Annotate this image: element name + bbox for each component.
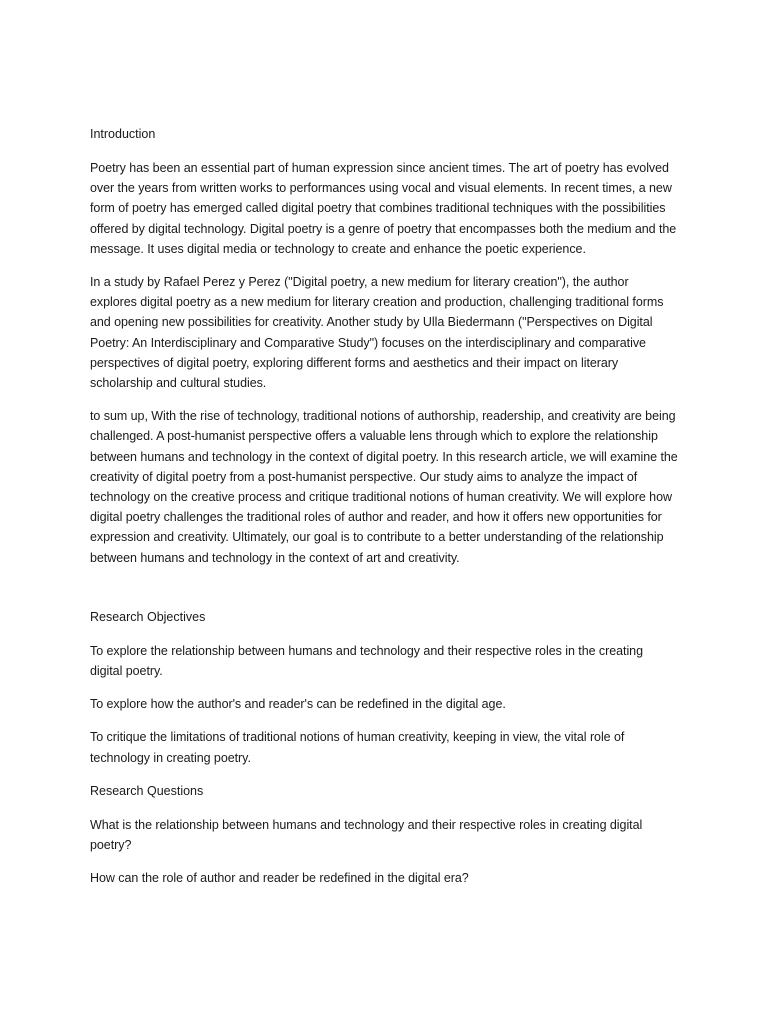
introduction-heading: Introduction xyxy=(90,127,156,141)
section-spacer xyxy=(90,581,678,607)
objective-item: To explore the relationship between humans and technology and their respective roles in the creating digital poetry. xyxy=(90,643,643,679)
question-item: How can the role of author and reader be redefined in the digital era? xyxy=(90,871,469,886)
objectives-heading: Research Objectives xyxy=(90,609,206,624)
objective-item: To explore how the author's and reader's can be redefined in the digital age. xyxy=(90,697,506,712)
intro-paragraph: to sum up, With the rise of technology, traditional notions of authorship, readership, and creativity are being challenged. A post-humanist perspective offers a valuable lens through which to explore the relationship between humans and technology in the context of digital poetry. In this research article, we will examine the creativity of digital poetry from a post-humanist perspective. Our study aims to analyze the impact of technology on the creative process and critique traditional notions of human creativity. We will explore how digital poetry challenges the traditional roles of author and reader, and how it offers new opportunities for expression and creativity. Ultimately, our goal is to contribute to a better understanding of the relationship between humans and technology in the context of art and creativity. xyxy=(90,409,678,565)
intro-paragraph: In a study by Rafael Perez y Perez ("Digital poetry, a new medium for literary creation"), the author explores digital poetry as a new medium for literary creation and production, challenging traditional forms and opening new possibilities for creativity. Another study by Ulla Biedermann ("Perspectives on Digital Poetry: An Interdisciplinary and Comparative Study") focuses on the interdisciplinary and comparative perspectives of digital poetry, exploring different forms and aesthetics and their impact on literary scholarship and cultural studies. xyxy=(90,275,664,391)
questions-heading: Research Questions xyxy=(90,783,204,798)
intro-paragraph: Poetry has been an essential part of human expression since ancient times. The art of poetry has evolved over the years from written works to performances using vocal and visual elements. In recent times, a new form of poetry has emerged called digital poetry that combines traditional techniques with the possibilities offered by digital technology. Digital poetry is a genre of poetry that encompasses both the medium and the message. It uses digital media or technology to create and enhance the poetic experience. xyxy=(90,161,677,256)
objective-item: To critique the limitations of traditional notions of human creativity, keeping in view, the vital role of technology in creating poetry. xyxy=(90,730,625,765)
question-item: What is the relationship between humans and technology and their respective roles in creating digital poetry? xyxy=(90,817,643,853)
